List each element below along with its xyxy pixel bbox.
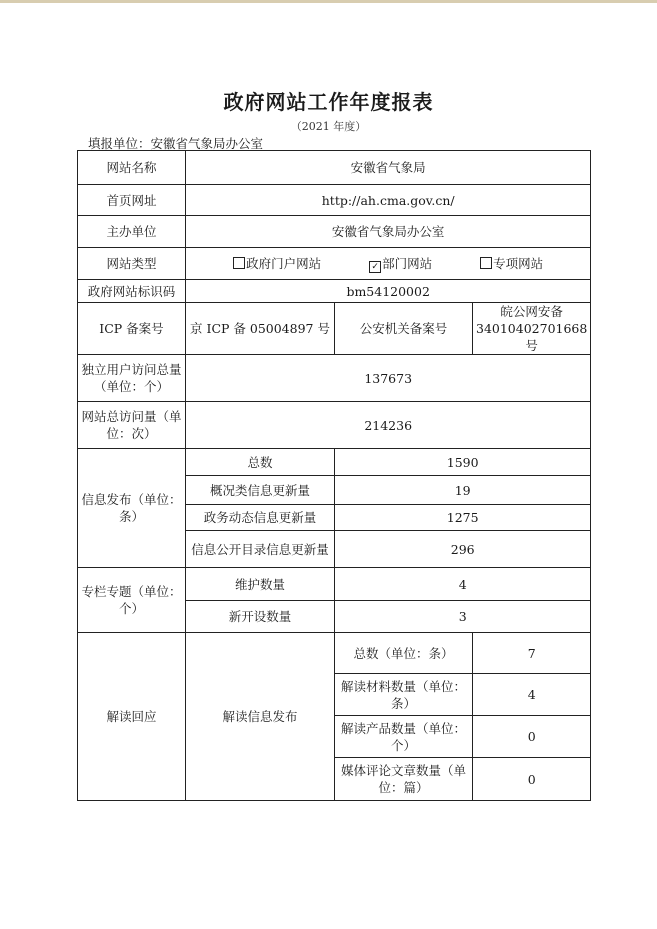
row-label-unique-visitors: 独立用户访问总量（单位：个） — [78, 355, 186, 402]
info-item-value: 296 — [335, 531, 591, 568]
table-row — [78, 633, 591, 674]
info-item-label: 信息公开目录信息更新量 — [186, 531, 335, 568]
section-label-interpretation: 解读回应 — [78, 633, 186, 801]
option-label: 专项网站 — [493, 255, 544, 271]
top-border-line — [0, 0, 657, 3]
icp-value: 京 ICP 备 05004897 号 — [186, 303, 335, 355]
info-item-value: 1275 — [335, 505, 591, 531]
info-item-label: 总数 — [186, 449, 335, 476]
row-label-site-type: 网站类型 — [78, 248, 186, 280]
table-row — [78, 151, 591, 185]
interpretation-item-value: 7 — [473, 633, 591, 674]
interpretation-item-label: 解读产品数量（单位：个） — [335, 716, 473, 758]
interpretation-item-label: 解读材料数量（单位：条） — [335, 674, 473, 716]
checkbox-checked-icon[interactable]: ✓ — [369, 261, 381, 273]
interpretation-item-value: 4 — [473, 674, 591, 716]
info-item-label: 政务动态信息更新量 — [186, 505, 335, 531]
table-row — [78, 248, 591, 280]
site-name-value: 安徽省气象局 — [186, 151, 591, 185]
table-row — [78, 355, 591, 402]
interpretation-sub-label: 解读信息发布 — [186, 633, 335, 801]
table-row — [78, 216, 591, 248]
site-type-option-portal[interactable] — [233, 255, 321, 272]
table-row — [78, 449, 591, 476]
checkbox-icon[interactable] — [480, 257, 492, 269]
report-table — [77, 150, 591, 801]
site-id-value: bm54120002 — [186, 280, 591, 303]
page-title: 政府网站工作年度报表 — [223, 90, 434, 114]
row-label-site-name: 网站名称 — [78, 151, 186, 185]
section-label-columns: 专栏专题（单位：个） — [78, 568, 186, 633]
columns-item-label: 新开设数量 — [186, 601, 335, 633]
columns-item-value: 3 — [335, 601, 591, 633]
filler-unit: 填报单位：安徽省气象局办公室 — [88, 136, 264, 151]
homepage-url: http://ah.cma.gov.cn/ — [186, 185, 591, 216]
columns-item-value: 4 — [335, 568, 591, 601]
columns-item-label: 维护数量 — [186, 568, 335, 601]
interpretation-item-label: 媒体评论文章数量（单位：篇） — [335, 758, 473, 801]
section-label-info-publish: 信息发布（单位：条） — [78, 449, 186, 568]
table-row — [78, 568, 591, 601]
info-item-label: 概况类信息更新量 — [186, 476, 335, 505]
police-record-value: 皖公网安备 34010402701668 号 — [473, 303, 591, 355]
checkbox-icon[interactable] — [233, 257, 245, 269]
interpretation-item-value: 0 — [473, 716, 591, 758]
info-item-value: 1590 — [335, 449, 591, 476]
row-label-site-id: 政府网站标识码 — [78, 280, 186, 303]
table-row — [78, 402, 591, 449]
unique-visitors-value: 137673 — [186, 355, 591, 402]
site-type-option-department[interactable] — [369, 255, 432, 273]
report-year: （2021 年度） — [290, 120, 367, 133]
row-label-total-visits: 网站总访问量（单位：次） — [78, 402, 186, 449]
site-type-option-special[interactable] — [480, 255, 543, 272]
info-item-value: 19 — [335, 476, 591, 505]
police-record-label: 公安机关备案号 — [335, 303, 473, 355]
total-visits-value: 214236 — [186, 402, 591, 449]
sponsor-value: 安徽省气象局办公室 — [186, 216, 591, 248]
interpretation-item-label: 总数（单位：条） — [335, 633, 473, 674]
table-row — [78, 303, 591, 355]
table-row — [78, 185, 591, 216]
row-label-icp: ICP 备案号 — [78, 303, 186, 355]
interpretation-item-value: 0 — [473, 758, 591, 801]
table-row — [78, 280, 591, 303]
option-label: 政府门户网站 — [246, 255, 322, 271]
option-label: 部门网站 — [382, 255, 433, 271]
row-label-homepage: 首页网址 — [78, 185, 186, 216]
site-type-options — [186, 248, 591, 280]
row-label-sponsor: 主办单位 — [78, 216, 186, 248]
